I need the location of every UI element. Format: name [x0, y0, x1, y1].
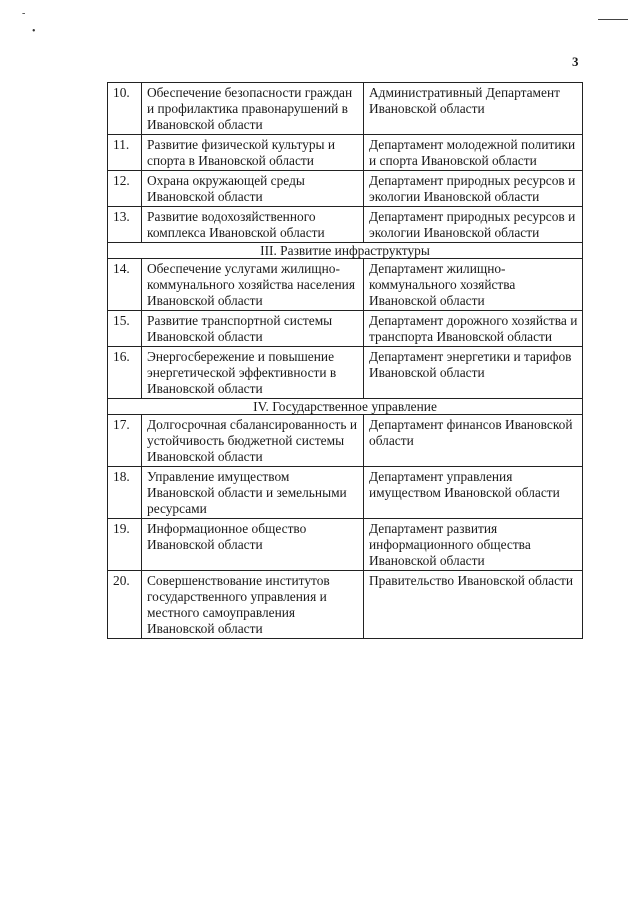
program-name: Совершенствование институтов государственного управления и местного самоуправления Ивановской области — [142, 571, 364, 639]
row-number: 13. — [108, 207, 142, 243]
program-name: Обеспечение безопасности граждан и профилактика правонарушений в Ивановской области — [142, 83, 364, 135]
page-number: 3 — [572, 54, 579, 69]
table-row — [108, 135, 583, 171]
section-header-row — [108, 399, 583, 415]
row-number: 12. — [108, 171, 142, 207]
row-number: 18. — [108, 467, 142, 519]
table-row — [108, 519, 583, 571]
table-row — [108, 207, 583, 243]
table-row — [108, 467, 583, 519]
responsible-department: Административный Департамент Ивановской области — [364, 83, 583, 135]
responsible-department: Департамент природных ресурсов и экологии Ивановской области — [364, 207, 583, 243]
responsible-department: Департамент финансов Ивановской области — [364, 415, 583, 467]
scan-artifact-dot: • — [32, 26, 36, 37]
row-number: 17. — [108, 415, 142, 467]
section-header-row — [108, 243, 583, 259]
responsible-department: Департамент природных ресурсов и экологии Ивановской области — [364, 171, 583, 207]
table-row — [108, 311, 583, 347]
responsible-department: Департамент управления имуществом Ивановской области — [364, 467, 583, 519]
scan-artifact-line — [598, 19, 628, 20]
responsible-department: Департамент молодежной политики и спорта Ивановской области — [364, 135, 583, 171]
row-number: 16. — [108, 347, 142, 399]
table-row — [108, 83, 583, 135]
program-name: Информационное общество Ивановской области — [142, 519, 364, 571]
program-name: Энергосбережение и повышение энергетической эффективности в Ивановской области — [142, 347, 364, 399]
row-number: 15. — [108, 311, 142, 347]
table-row — [108, 571, 583, 639]
table-row — [108, 415, 583, 467]
program-name: Долгосрочная сбалансированность и устойчивость бюджетной системы Ивановской области — [142, 415, 364, 467]
program-name: Развитие транспортной системы Ивановской области — [142, 311, 364, 347]
table-row — [108, 171, 583, 207]
program-name: Обеспечение услугами жилищно-коммунального хозяйства населения Ивановской области — [142, 259, 364, 311]
responsible-department: Правительство Ивановской области — [364, 571, 583, 639]
row-number: 11. — [108, 135, 142, 171]
table-row — [108, 347, 583, 399]
table-row — [108, 259, 583, 311]
program-name: Управление имуществом Ивановской области и земельными ресурсами — [142, 467, 364, 519]
scan-artifact-mark: - — [22, 8, 26, 19]
program-name: Развитие водохозяйственного комплекса Ивановской области — [142, 207, 364, 243]
responsible-department: Департамент развития информационного общества Ивановской области — [364, 519, 583, 571]
responsible-department: Департамент энергетики и тарифов Ивановской области — [364, 347, 583, 399]
responsible-department: Департамент жилищно-коммунального хозяйства Ивановской области — [364, 259, 583, 311]
programs-table — [107, 82, 583, 639]
programs-table-body — [108, 83, 583, 639]
section-title: IV. Государственное управление — [108, 399, 583, 415]
responsible-department: Департамент дорожного хозяйства и транспорта Ивановской области — [364, 311, 583, 347]
row-number: 10. — [108, 83, 142, 135]
section-title: III. Развитие инфраструктуры — [108, 243, 583, 259]
row-number: 14. — [108, 259, 142, 311]
row-number: 20. — [108, 571, 142, 639]
program-name: Охрана окружающей среды Ивановской области — [142, 171, 364, 207]
program-name: Развитие физической культуры и спорта в Ивановской области — [142, 135, 364, 171]
row-number: 19. — [108, 519, 142, 571]
